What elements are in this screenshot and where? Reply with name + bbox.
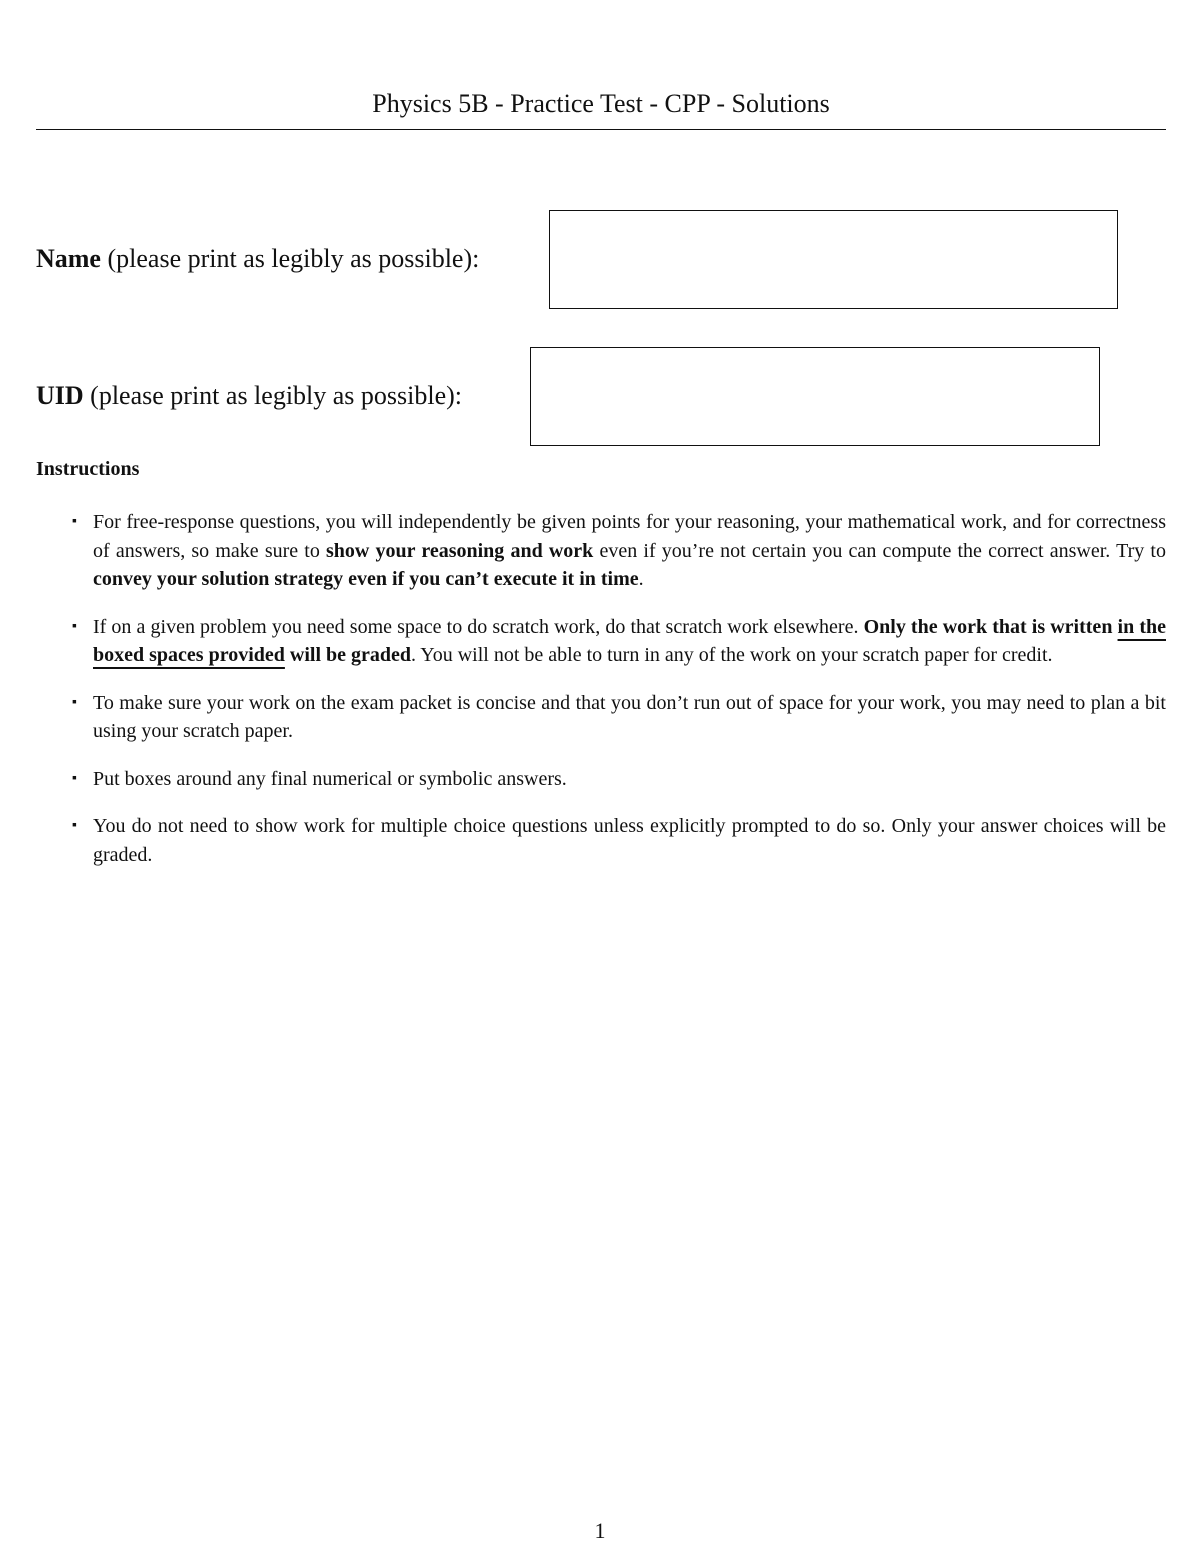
instruction-item [36,765,1166,794]
bullet-icon: ▪ [72,818,77,833]
instruction-item [36,812,1166,869]
bullet-icon: ▪ [72,770,77,786]
page-title: Physics 5B - Practice Test - CPP - Solutions [372,89,830,118]
instruction-text: . [638,568,644,590]
instruction-emphasis: convey your solution strategy even if you can’t execute it in time [93,568,639,590]
name-input-box[interactable] [549,210,1118,309]
bullet-icon: ▪ [72,694,77,710]
instruction-text: You do not need to show work for multiple choice questions unless explicitly prompted to do so. Only your answer choices will be graded. [93,815,1166,866]
bullet-icon: ▪ [72,618,77,634]
instruction-item [36,689,1166,746]
instructions-list [36,508,1166,888]
name-field-label [36,242,479,276]
instructions-heading: Instructions [36,458,140,480]
header-divider [36,129,1166,130]
instruction-underlined-emphasis: in the boxed spaces provided [93,615,1166,666]
bullet-icon: ▪ [72,514,77,529]
uid-input-box[interactable] [530,347,1100,446]
uid-label-bold: UID [36,381,84,410]
uid-field-label [36,379,462,413]
instruction-emphasis: Only the work that is written [863,615,1118,638]
page-number: 1 [594,1518,606,1543]
instruction-text: For free-response questions, you will independently be given points for your reasoning, your mathematical work, and for correctness of answers, so make sure to [93,511,1166,562]
uid-label-text: (please print as legibly as possible): [83,381,463,410]
name-label-text: (please print as legibly as possible): [100,244,480,273]
instruction-item [36,613,1166,670]
instruction-emphasis: will be graded [284,644,412,666]
instruction-text: . You will not be able to turn in any of the work on your scratch paper for credit. [411,644,1053,666]
instruction-text: If on a given problem you need some space to do scratch work, do that scratch work elsewhere. [93,615,864,638]
instruction-text: even if you’re not certain you can compute the correct answer. Try to [593,539,1166,562]
instruction-text: Put boxes around any final numerical or symbolic answers. [93,767,567,790]
instruction-emphasis: show your reasoning and work [326,539,594,562]
instruction-text: To make sure your work on the exam packet is concise and that you don’t run out of space for your work, you may need to plan a bit using your scratch paper. [93,691,1166,742]
name-label-bold: Name [36,244,101,273]
instruction-item [36,508,1166,594]
